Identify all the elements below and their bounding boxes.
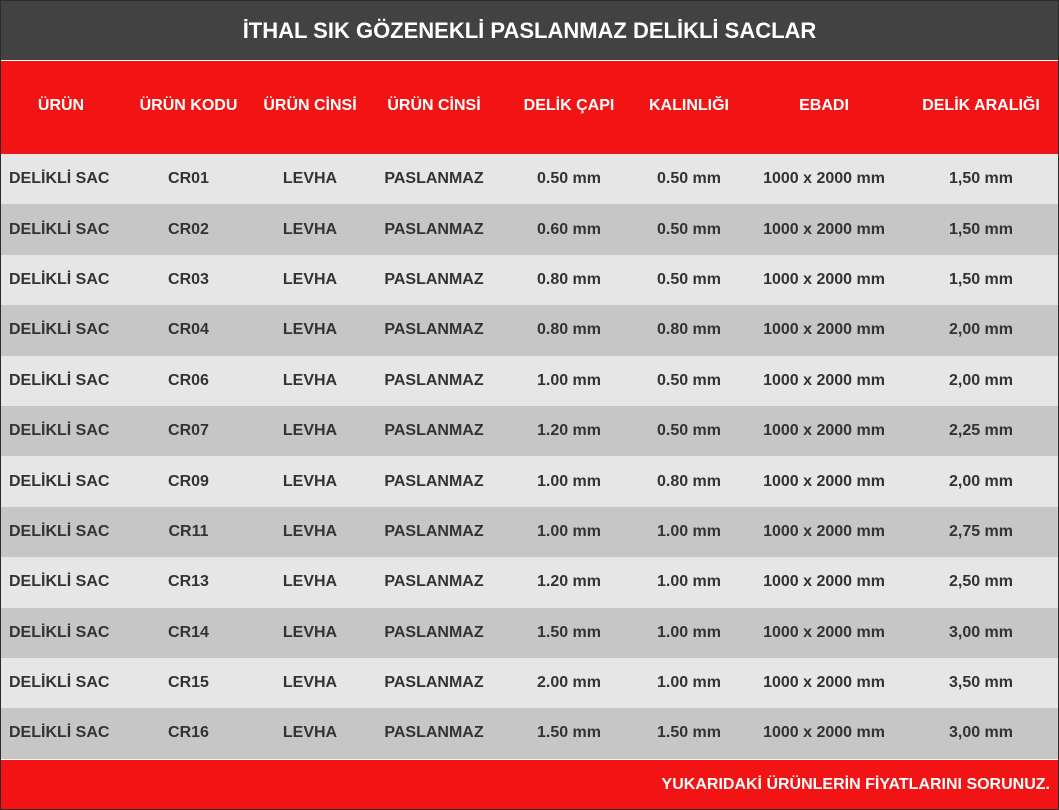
column-header-urun-kodu: ÜRÜN KODU: [139, 96, 238, 114]
cell-hole-diameter: 1.00 mm: [536, 522, 602, 540]
cell-product: DELİKLİ SAC: [9, 573, 110, 591]
cell-material: PASLANMAZ: [384, 674, 484, 692]
cell-thickness: 1.00 mm: [656, 522, 722, 540]
cell-product: DELİKLİ SAC: [9, 270, 110, 288]
cell-product: DELİKLİ SAC: [9, 220, 110, 238]
table-row: [1, 406, 1058, 456]
table-row: [1, 507, 1058, 557]
cell-product: DELİKLİ SAC: [9, 472, 110, 490]
cell-hole-diameter: 1.20 mm: [536, 573, 602, 591]
cell-material: PASLANMAZ: [384, 321, 484, 339]
cell-material: PASLANMAZ: [384, 724, 484, 742]
cell-product-code: CR03: [168, 270, 209, 288]
cell-product-type: LEVHA: [282, 422, 338, 440]
cell-hole-diameter: 0.80 mm: [536, 270, 602, 288]
cell-product-code: CR04: [168, 321, 209, 339]
footer-notice: YUKARIDAKİ ÜRÜNLERİN FİYATLARINI SORUNUZ.: [1, 759, 1058, 809]
cell-thickness: 1.50 mm: [656, 724, 722, 742]
cell-hole-spacing: 2,75 mm: [948, 522, 1014, 540]
cell-hole-diameter: 1.50 mm: [536, 623, 602, 641]
cell-product-type: LEVHA: [282, 472, 338, 490]
cell-material: PASLANMAZ: [384, 220, 484, 238]
cell-thickness: 0.50 mm: [656, 371, 722, 389]
cell-product-type: LEVHA: [282, 623, 338, 641]
table-row: [1, 608, 1058, 658]
cell-product-type: LEVHA: [282, 674, 338, 692]
cell-hole-diameter: 0.80 mm: [536, 321, 602, 339]
table-row: [1, 255, 1058, 305]
table-row: [1, 456, 1058, 506]
cell-product-code: CR16: [168, 724, 209, 742]
cell-thickness: 1.00 mm: [656, 623, 722, 641]
cell-product-code: CR06: [168, 371, 209, 389]
cell-dimensions: 1000 x 2000 mm: [763, 170, 885, 188]
cell-thickness: 1.00 mm: [656, 573, 722, 591]
cell-product-type: LEVHA: [282, 522, 338, 540]
cell-product-code: CR07: [168, 422, 209, 440]
cell-product: DELİKLİ SAC: [9, 422, 110, 440]
cell-material: PASLANMAZ: [384, 170, 484, 188]
cell-material: PASLANMAZ: [384, 573, 484, 591]
cell-product-code: CR15: [168, 674, 209, 692]
table-body: [1, 154, 1058, 759]
column-header-urun-cinsi-1: ÜRÜN CİNSİ: [263, 96, 357, 114]
cell-hole-spacing: 1,50 mm: [948, 270, 1014, 288]
cell-hole-spacing: 1,50 mm: [948, 170, 1014, 188]
column-header-kalinligi: KALINLIĞI: [649, 96, 729, 114]
table-header: [1, 61, 1058, 154]
cell-material: PASLANMAZ: [384, 472, 484, 490]
cell-product-code: CR01: [168, 170, 209, 188]
table-row: [1, 658, 1058, 708]
cell-hole-diameter: 1.00 mm: [536, 472, 602, 490]
cell-hole-diameter: 0.50 mm: [536, 170, 602, 188]
cell-product-type: LEVHA: [282, 321, 338, 339]
cell-dimensions: 1000 x 2000 mm: [763, 674, 885, 692]
cell-hole-spacing: 3,00 mm: [948, 623, 1014, 641]
cell-hole-diameter: 1.50 mm: [536, 724, 602, 742]
column-header-delik-araligi: DELİK ARALIĞI: [922, 96, 1040, 114]
cell-hole-spacing: 3,00 mm: [948, 724, 1014, 742]
cell-material: PASLANMAZ: [384, 371, 484, 389]
cell-hole-spacing: 2,50 mm: [948, 573, 1014, 591]
cell-thickness: 1.00 mm: [656, 674, 722, 692]
cell-hole-spacing: 2,00 mm: [948, 472, 1014, 490]
cell-thickness: 0.50 mm: [656, 422, 722, 440]
cell-product-type: LEVHA: [282, 724, 338, 742]
cell-thickness: 0.50 mm: [656, 220, 722, 238]
cell-product-code: CR11: [168, 522, 209, 540]
cell-product-type: LEVHA: [282, 573, 338, 591]
cell-product: DELİKLİ SAC: [9, 522, 110, 540]
cell-thickness: 0.80 mm: [656, 472, 722, 490]
cell-product-type: LEVHA: [282, 270, 338, 288]
table-row: [1, 204, 1058, 254]
page-title: İTHAL SIK GÖZENEKLİ PASLANMAZ DELİKLİ SACLAR: [1, 1, 1058, 61]
table-row: [1, 305, 1058, 355]
cell-hole-spacing: 3,50 mm: [948, 674, 1014, 692]
cell-dimensions: 1000 x 2000 mm: [763, 220, 885, 238]
cell-thickness: 0.50 mm: [656, 270, 722, 288]
cell-product: DELİKLİ SAC: [9, 170, 110, 188]
cell-hole-diameter: 1.00 mm: [536, 371, 602, 389]
cell-dimensions: 1000 x 2000 mm: [763, 321, 885, 339]
cell-product: DELİKLİ SAC: [9, 724, 110, 742]
cell-product-code: CR09: [168, 472, 209, 490]
cell-product: DELİKLİ SAC: [9, 321, 110, 339]
cell-hole-diameter: 1.20 mm: [536, 422, 602, 440]
cell-product: DELİKLİ SAC: [9, 674, 110, 692]
cell-product-code: CR02: [168, 220, 209, 238]
cell-product-type: LEVHA: [282, 170, 338, 188]
cell-thickness: 0.80 mm: [656, 321, 722, 339]
cell-hole-spacing: 1,50 mm: [948, 220, 1014, 238]
table-row: [1, 356, 1058, 406]
cell-dimensions: 1000 x 2000 mm: [763, 573, 885, 591]
cell-dimensions: 1000 x 2000 mm: [763, 371, 885, 389]
table-row: [1, 154, 1058, 204]
cell-dimensions: 1000 x 2000 mm: [763, 422, 885, 440]
cell-dimensions: 1000 x 2000 mm: [763, 724, 885, 742]
cell-dimensions: 1000 x 2000 mm: [763, 270, 885, 288]
cell-product-type: LEVHA: [282, 220, 338, 238]
cell-hole-spacing: 2,00 mm: [948, 371, 1014, 389]
table-row: [1, 708, 1058, 758]
column-header-ebadi: EBADI: [799, 96, 849, 114]
column-header-urun-cinsi-2: ÜRÜN CİNSİ: [387, 96, 481, 114]
cell-material: PASLANMAZ: [384, 522, 484, 540]
cell-hole-diameter: 0.60 mm: [536, 220, 602, 238]
cell-dimensions: 1000 x 2000 mm: [763, 623, 885, 641]
table-row: [1, 557, 1058, 607]
cell-hole-diameter: 2.00 mm: [536, 674, 602, 692]
column-header-urun: ÜRÜN: [37, 96, 85, 114]
cell-product-code: CR13: [168, 573, 209, 591]
cell-product: DELİKLİ SAC: [9, 623, 110, 641]
cell-dimensions: 1000 x 2000 mm: [763, 522, 885, 540]
cell-thickness: 0.50 mm: [656, 170, 722, 188]
cell-product: DELİKLİ SAC: [9, 371, 110, 389]
cell-hole-spacing: 2,25 mm: [948, 422, 1014, 440]
cell-product-type: LEVHA: [282, 371, 338, 389]
cell-product-code: CR14: [168, 623, 209, 641]
cell-material: PASLANMAZ: [384, 623, 484, 641]
cell-material: PASLANMAZ: [384, 270, 484, 288]
cell-dimensions: 1000 x 2000 mm: [763, 472, 885, 490]
cell-hole-spacing: 2,00 mm: [948, 321, 1014, 339]
cell-material: PASLANMAZ: [384, 422, 484, 440]
column-header-delik-capi: DELİK ÇAPI: [523, 96, 615, 114]
